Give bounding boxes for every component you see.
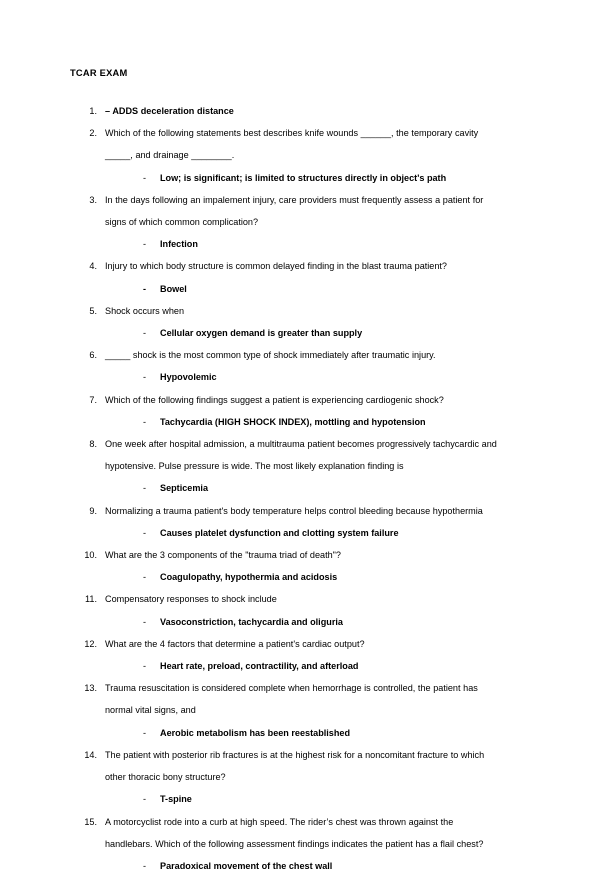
question-item (0, 633, 600, 655)
answer-bullet-icon: - (143, 328, 147, 339)
question-text: In the days following an impalement injury, care providers must frequently assess a patient for signs of which common complication? (105, 194, 484, 228)
answer-item (0, 611, 600, 633)
answer-bullet-icon: - (143, 283, 147, 294)
question-number: 8. (89, 439, 97, 450)
question-answer-list (0, 100, 600, 877)
question-item (0, 811, 600, 855)
question-number: 13. (84, 683, 97, 694)
question-text: Which of the following findings suggest a patient is experiencing cardiogenic shock? (105, 394, 444, 405)
answer-text: Septicemia (160, 483, 209, 494)
answer-item (0, 522, 600, 544)
answer-bullet-icon: - (143, 794, 147, 805)
question-text: Shock occurs when (105, 305, 185, 316)
question-text: One week after hospital admission, a multitrauma patient becomes progressively tachycardic and hypotensive. Pulse pressure is wide. The most likely explanation finding is (105, 439, 497, 472)
answer-item (0, 788, 600, 810)
question-number: 14. (84, 749, 97, 760)
answer-item (0, 722, 600, 744)
answer-bullet-icon: - (143, 661, 147, 672)
answer-text: Low; is significant; is limited to structures directly in object's path (160, 172, 447, 183)
page-title: TCAR EXAM (70, 68, 128, 78)
question-item (0, 433, 600, 477)
question-number: 7. (89, 394, 97, 405)
answer-item (0, 655, 600, 677)
question-item (0, 500, 600, 522)
answer-item (0, 411, 600, 433)
question-item (0, 300, 600, 322)
question-text: – ADDS deceleration distance (105, 106, 234, 116)
question-text: Trauma resuscitation is considered complete when hemorrhage is controlled, the patient has normal vital signs, and (105, 683, 478, 716)
answer-text: Coagulopathy, hypothermia and acidosis (160, 572, 338, 583)
question-number: 10. (84, 550, 97, 561)
answer-bullet-icon: - (143, 860, 147, 871)
question-number: 12. (84, 638, 97, 649)
question-text: _____ shock is the most common type of shock immediately after traumatic injury. (105, 350, 436, 361)
question-number: 11. (85, 594, 97, 605)
answer-text: Vasoconstriction, tachycardia and oliguria (160, 616, 343, 627)
question-text: What are the 4 factors that determine a patient's cardiac output? (105, 638, 365, 649)
question-number: 15. (84, 816, 97, 827)
question-text: Injury to which body structure is common delayed finding in the blast trauma patient? (105, 261, 447, 272)
question-text: Which of the following statements best describes knife wounds ______, the temporary cavity _____, and drainage ________. (105, 128, 479, 161)
answer-text: Tachycardia (HIGH SHOCK INDEX), mottling and hypotension (160, 416, 426, 427)
question-number: 2. (89, 128, 97, 139)
question-item (0, 588, 600, 610)
question-number: 6. (89, 350, 97, 361)
answer-item (0, 278, 600, 300)
answer-bullet-icon: - (143, 727, 147, 738)
answer-text: T-spine (160, 794, 192, 805)
question-item (0, 255, 600, 277)
answer-text: Infection (160, 239, 198, 250)
question-text: A motorcyclist rode into a curb at high speed. The rider’s chest was thrown against the handlebars. Which of the following assessment findings indicates the patient has a flail chest? (105, 816, 484, 849)
answer-text: Bowel (160, 283, 187, 294)
answer-text: Hypovolemic (160, 372, 217, 383)
answer-bullet-icon: - (143, 572, 147, 583)
answer-item (0, 477, 600, 499)
answer-item (0, 566, 600, 588)
question-item (0, 122, 600, 166)
answer-bullet-icon: - (143, 483, 147, 494)
answer-bullet-icon: - (143, 527, 147, 538)
answer-item (0, 167, 600, 189)
question-text: Compensatory responses to shock include (105, 594, 277, 605)
question-item (0, 389, 600, 411)
answer-bullet-icon: - (143, 416, 147, 427)
answer-bullet-icon: - (143, 616, 147, 627)
question-number: 5. (89, 305, 97, 316)
question-text: Normalizing a trauma patient's body temperature helps control bleeding because hypothermia (105, 505, 483, 516)
answer-bullet-icon: - (143, 239, 147, 250)
question-number: 1. (89, 106, 97, 116)
question-item (0, 100, 600, 122)
answer-text: Causes platelet dysfunction and clotting system failure (160, 527, 399, 538)
question-text: What are the 3 components of the "trauma triad of death"? (105, 550, 341, 561)
question-item (0, 344, 600, 366)
question-item (0, 189, 600, 233)
question-number: 3. (89, 194, 97, 205)
answer-item (0, 366, 600, 388)
answer-text: Aerobic metabolism has been reestablished (160, 727, 351, 738)
question-number: 9. (89, 505, 97, 516)
answer-item (0, 322, 600, 344)
answer-text: Heart rate, preload, contractility, and afterload (160, 661, 359, 672)
answer-text: Paradoxical movement of the chest wall (160, 860, 333, 871)
answer-item (0, 855, 600, 877)
answer-text: Cellular oxygen demand is greater than supply (160, 328, 363, 339)
question-item (0, 544, 600, 566)
answer-bullet-icon: - (143, 172, 147, 183)
question-item (0, 677, 600, 721)
answer-bullet-icon: - (143, 372, 147, 383)
question-item (0, 744, 600, 788)
question-text: The patient with posterior rib fractures is at the highest risk for a noncomitant fracture to which other thoracic bony structure? (105, 749, 485, 783)
answer-item (0, 233, 600, 255)
question-number: 4. (89, 261, 97, 272)
